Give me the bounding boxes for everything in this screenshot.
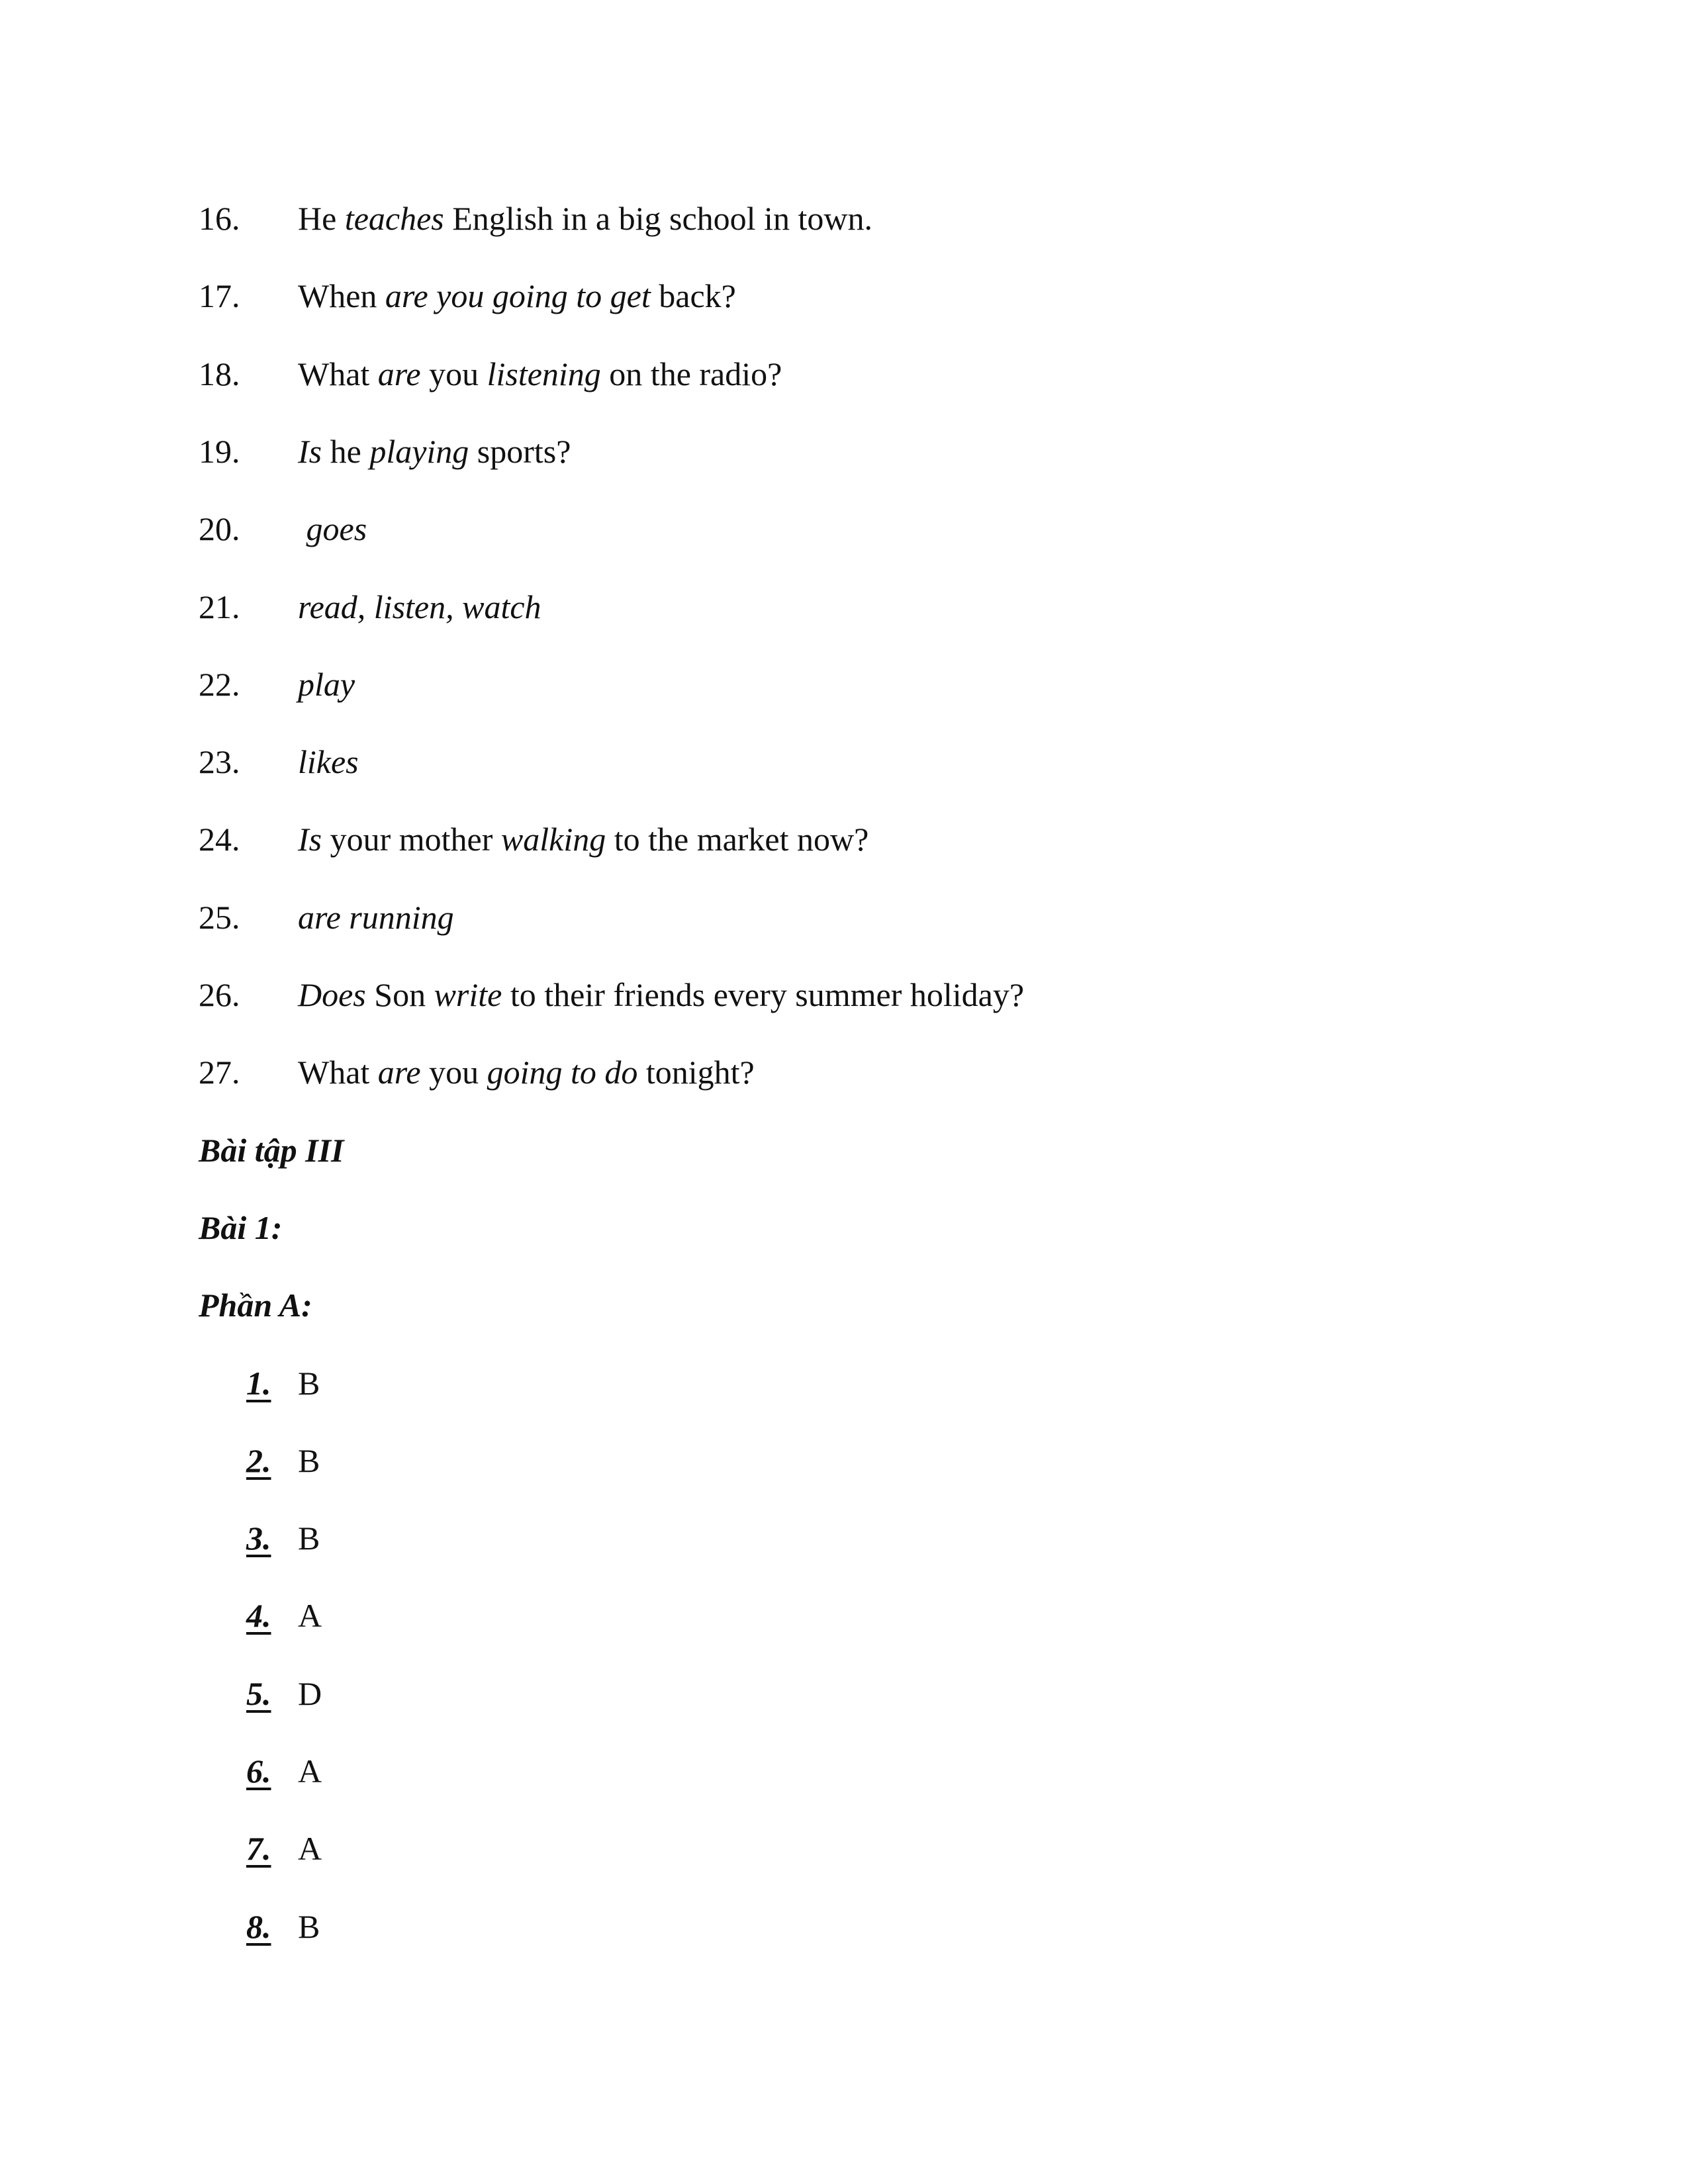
plain-text: He <box>298 200 345 237</box>
part-heading: Phần A: <box>199 1287 312 1324</box>
choice-answer <box>246 1745 322 1797</box>
choice-number: 8. <box>246 1908 271 1945</box>
plain-text: English in a big school in town. <box>444 200 872 237</box>
choice-number: 3. <box>246 1520 271 1557</box>
choice-number: 5. <box>246 1675 271 1712</box>
choice-letter: A <box>298 1597 322 1634</box>
item-text <box>298 658 355 711</box>
plain-text: Son <box>365 976 434 1013</box>
italic-text: play <box>298 666 355 703</box>
item-number: 19. <box>199 433 240 470</box>
plain-text: to their friends every summer holiday? <box>502 976 1025 1013</box>
item-number: 27. <box>199 1054 240 1091</box>
item-text <box>298 735 359 788</box>
plain-text: you <box>420 1054 487 1091</box>
choice-letter: B <box>298 1365 320 1402</box>
item-text <box>298 1046 755 1099</box>
choice-letter: D <box>298 1675 322 1712</box>
italic-text: write <box>434 976 502 1013</box>
answer-item <box>199 1046 755 1099</box>
answer-item <box>199 735 359 788</box>
item-text <box>298 269 736 322</box>
choice-number: 2. <box>246 1442 271 1479</box>
answer-item <box>199 580 541 633</box>
item-text <box>298 580 541 633</box>
item-number: 22. <box>199 666 240 703</box>
item-number: 18. <box>199 355 240 392</box>
answer-item <box>199 347 782 400</box>
italic-text: goes <box>298 510 367 547</box>
item-text <box>298 425 571 478</box>
item-number: 20. <box>199 510 240 547</box>
plain-text: sports? <box>469 433 571 470</box>
item-text <box>298 347 782 400</box>
choice-number: 6. <box>246 1752 271 1790</box>
plain-text: on the radio? <box>600 355 782 392</box>
item-text <box>298 891 454 944</box>
italic-text: listening <box>487 355 601 392</box>
lesson-heading: Bài 1: <box>199 1209 283 1246</box>
choice-letter: A <box>298 1830 322 1867</box>
italic-text: are running <box>298 899 454 936</box>
italic-text: are you going to get <box>385 277 651 314</box>
item-number: 25. <box>199 899 240 936</box>
choice-answer <box>246 1667 322 1720</box>
item-number: 16. <box>199 200 240 237</box>
item-text <box>298 502 367 555</box>
italic-text: likes <box>298 743 359 780</box>
item-number: 23. <box>199 743 240 780</box>
italic-text: teaches <box>344 200 444 237</box>
plain-text: tonight? <box>637 1054 755 1091</box>
plain-text: When <box>298 277 385 314</box>
plain-text: What <box>298 1054 378 1091</box>
plain-text: he <box>322 433 370 470</box>
choice-answer <box>246 1357 320 1410</box>
answer-item <box>199 968 1024 1021</box>
italic-text: are <box>377 1054 421 1091</box>
choice-number: 7. <box>246 1830 271 1867</box>
item-number: 17. <box>199 277 240 314</box>
plain-text: back? <box>650 277 736 314</box>
italic-text: read, listen, watch <box>298 588 541 625</box>
italic-text: Does <box>298 976 366 1013</box>
choice-answer <box>246 1900 320 1953</box>
italic-text: walking <box>500 821 606 858</box>
italic-text: going to do <box>487 1054 638 1091</box>
answer-item <box>199 425 571 478</box>
choice-answer <box>246 1434 320 1487</box>
answer-item <box>199 269 736 322</box>
item-text <box>298 192 872 245</box>
choice-answer <box>246 1822 322 1875</box>
item-number: 24. <box>199 821 240 858</box>
choice-answer <box>246 1589 322 1642</box>
italic-text: playing <box>369 433 469 470</box>
item-number: 21. <box>199 588 240 625</box>
item-number: 26. <box>199 976 240 1013</box>
answer-item <box>199 891 454 944</box>
plain-text: What <box>298 355 378 392</box>
item-text <box>298 813 868 866</box>
plain-text: you <box>420 355 487 392</box>
plain-text: to the market now? <box>606 821 869 858</box>
choice-answer <box>246 1512 320 1565</box>
italic-text: Is <box>298 433 322 470</box>
plain-text: your mother <box>322 821 501 858</box>
answer-item <box>199 192 872 245</box>
italic-text: are <box>377 355 421 392</box>
choice-letter: B <box>298 1520 320 1557</box>
answer-item <box>199 813 868 866</box>
choice-letter: B <box>298 1442 320 1479</box>
choice-number: 4. <box>246 1597 271 1634</box>
answer-item <box>199 502 367 555</box>
choice-letter: B <box>298 1908 320 1945</box>
exercise-heading: Bài tập III <box>199 1132 344 1169</box>
item-text <box>298 968 1024 1021</box>
choice-number: 1. <box>246 1365 271 1402</box>
choice-letter: A <box>298 1752 322 1790</box>
italic-text: Is <box>298 821 322 858</box>
answer-item <box>199 658 355 711</box>
